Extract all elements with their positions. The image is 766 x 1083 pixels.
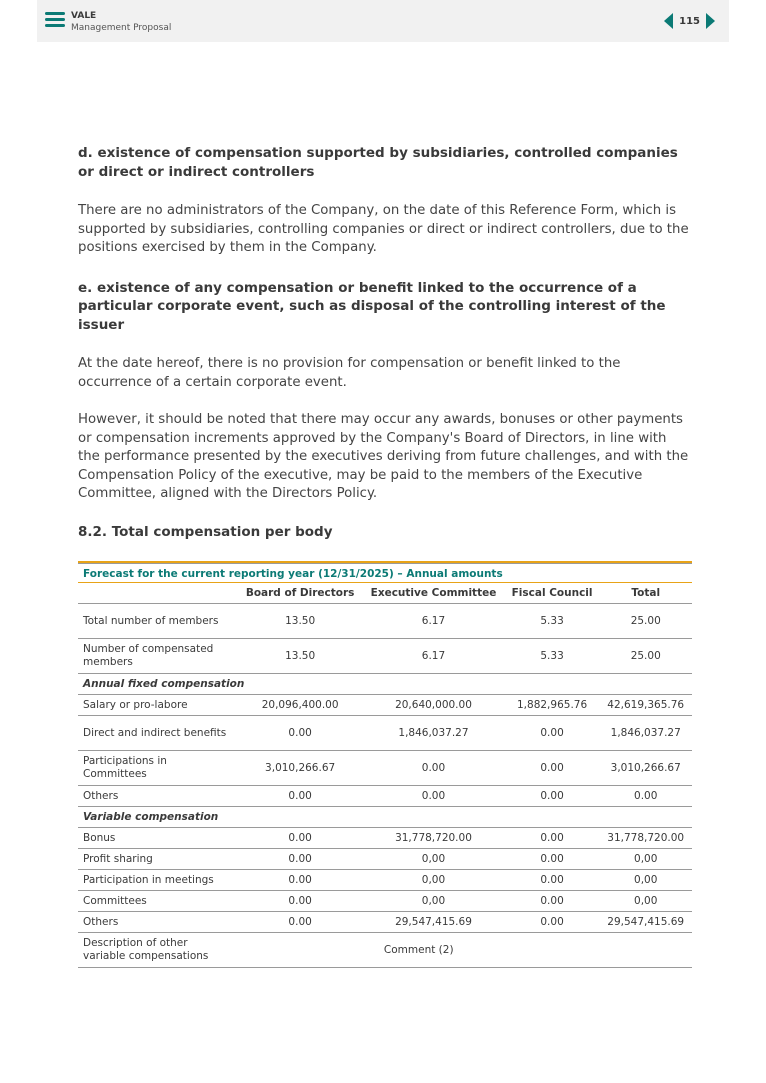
table-cell: 0,00 <box>599 870 692 891</box>
top-bar <box>37 0 729 42</box>
table-cell: 0.00 <box>505 716 600 751</box>
table-cell: 3,010,266.67 <box>238 751 362 786</box>
column-header: Executive Committee <box>362 583 504 604</box>
table-caption: Forecast for the current reporting year (12/31/2025) – Annual amounts <box>78 564 692 583</box>
table-cell: 42,619,365.76 <box>599 695 692 716</box>
section-d-text: There are no administrators of the Company, on the date of this Reference Form, which is supported by subsidiaries, controlling companies or direct or indirect controllers, due to the positions exercised by them in the Company. <box>78 203 689 255</box>
table-cell: 5.33 <box>505 639 600 674</box>
table-cell: 31,778,720.00 <box>599 828 692 849</box>
table-cell: 6.17 <box>362 604 504 639</box>
section-e-heading: e. existence of any compensation or benefit linked to the occurrence of a particular corporate event, such as disposal of the controlling interest of the issuer <box>78 279 666 333</box>
brand-subtitle: Management Proposal <box>71 23 172 33</box>
previous-page-icon[interactable] <box>664 13 673 29</box>
document-body <box>78 144 692 968</box>
table-cell: 20,096,400.00 <box>238 695 362 716</box>
table-cell: 5.33 <box>505 604 600 639</box>
row-label: Salary or pro-labore <box>78 695 238 716</box>
row-label: Profit sharing <box>78 849 238 870</box>
section-row <box>78 807 692 828</box>
table-cell: 0.00 <box>238 870 362 891</box>
table-cell: 0.00 <box>505 912 600 933</box>
table-cell: 3,010,266.67 <box>599 751 692 786</box>
section-e-text-2: However, it should be noted that there may occur any awards, bonuses or other payments or compensation increments approved by the Company's Board of Directors, in line with the performance presented by the executives deriving from future challenges, and with the Compensation Policy of the executive, may be paid to the members of the Executive Committee, aligned with the Directors Policy. <box>78 412 689 501</box>
table-cell: 0.00 <box>238 891 362 912</box>
table-cell <box>599 933 692 968</box>
table-cell: 0,00 <box>362 891 504 912</box>
section-label: Variable compensation <box>78 807 692 828</box>
table-cell: 20,640,000.00 <box>362 695 504 716</box>
table-cell: 0.00 <box>238 912 362 933</box>
table-row <box>78 933 692 968</box>
table-row <box>78 849 692 870</box>
table-cell: 0,00 <box>599 891 692 912</box>
row-label: Participations in Committees <box>78 751 238 786</box>
table-row <box>78 695 692 716</box>
table-cell: 0.00 <box>362 751 504 786</box>
menu-icon[interactable] <box>45 12 65 28</box>
table-cell: 0,00 <box>362 870 504 891</box>
table-row <box>78 912 692 933</box>
table-cell: 0.00 <box>505 828 600 849</box>
row-label: Bonus <box>78 828 238 849</box>
section-row <box>78 674 692 695</box>
table-row <box>78 639 692 674</box>
row-label: Committees <box>78 891 238 912</box>
table-cell: 0,00 <box>362 849 504 870</box>
table-cell: 31,778,720.00 <box>362 828 504 849</box>
table-cell: 13.50 <box>238 604 362 639</box>
table-cell: 0.00 <box>505 870 600 891</box>
table-cell: 0.00 <box>599 786 692 807</box>
table-row <box>78 716 692 751</box>
column-header: Board of Directors <box>238 583 362 604</box>
table-row <box>78 891 692 912</box>
table-cell: 0.00 <box>505 849 600 870</box>
row-label: Total number of members <box>78 604 238 639</box>
table-cell: 0.00 <box>238 828 362 849</box>
table-cell: 25.00 <box>599 639 692 674</box>
table-cell: 6.17 <box>362 639 504 674</box>
table-header-row <box>78 583 692 604</box>
table-cell: Comment (2) <box>238 933 599 968</box>
brand-name: VALE <box>71 11 97 21</box>
row-label: Participation in meetings <box>78 870 238 891</box>
table-row <box>78 786 692 807</box>
table-row <box>78 870 692 891</box>
row-label: Others <box>78 912 238 933</box>
table-cell: 0.00 <box>238 786 362 807</box>
table-cell: 29,547,415.69 <box>599 912 692 933</box>
table-cell: 1,882,965.76 <box>505 695 600 716</box>
row-label: Others <box>78 786 238 807</box>
table-row <box>78 751 692 786</box>
column-header <box>78 583 238 604</box>
section-d-heading: d. existence of compensation supported by subsidiaries, controlled companies or direct or indirect controllers <box>78 145 678 180</box>
table-cell: 25.00 <box>599 604 692 639</box>
row-label: Direct and indirect benefits <box>78 716 238 751</box>
row-label: Description of other variable compensations <box>78 933 238 968</box>
table-cell: 0.00 <box>505 786 600 807</box>
section-label: Annual fixed compensation <box>78 674 692 695</box>
row-label: Number of compensated members <box>78 639 238 674</box>
table-row <box>78 604 692 639</box>
table-cell: 0.00 <box>505 891 600 912</box>
page-number: 115 <box>679 15 700 27</box>
table-row <box>78 828 692 849</box>
section-8-2-heading: 8.2. Total compensation per body <box>78 523 333 540</box>
table-cell: 29,547,415.69 <box>362 912 504 933</box>
brand <box>71 10 171 34</box>
table-cell: 1,846,037.27 <box>599 716 692 751</box>
table-cell: 13.50 <box>238 639 362 674</box>
table-cell: 1,846,037.27 <box>362 716 504 751</box>
table-cell: 0.00 <box>238 716 362 751</box>
table-cell: 0,00 <box>599 849 692 870</box>
table-cell: 0.00 <box>505 751 600 786</box>
section-e-text-1: At the date hereof, there is no provision for compensation or benefit linked to the occurrence of a certain corporate event. <box>78 356 621 390</box>
column-header: Fiscal Council <box>505 583 600 604</box>
next-page-icon[interactable] <box>706 13 715 29</box>
column-header: Total <box>599 583 692 604</box>
compensation-table <box>78 561 692 968</box>
table-cell: 0.00 <box>362 786 504 807</box>
pager <box>664 13 715 29</box>
table-cell: 0.00 <box>238 849 362 870</box>
